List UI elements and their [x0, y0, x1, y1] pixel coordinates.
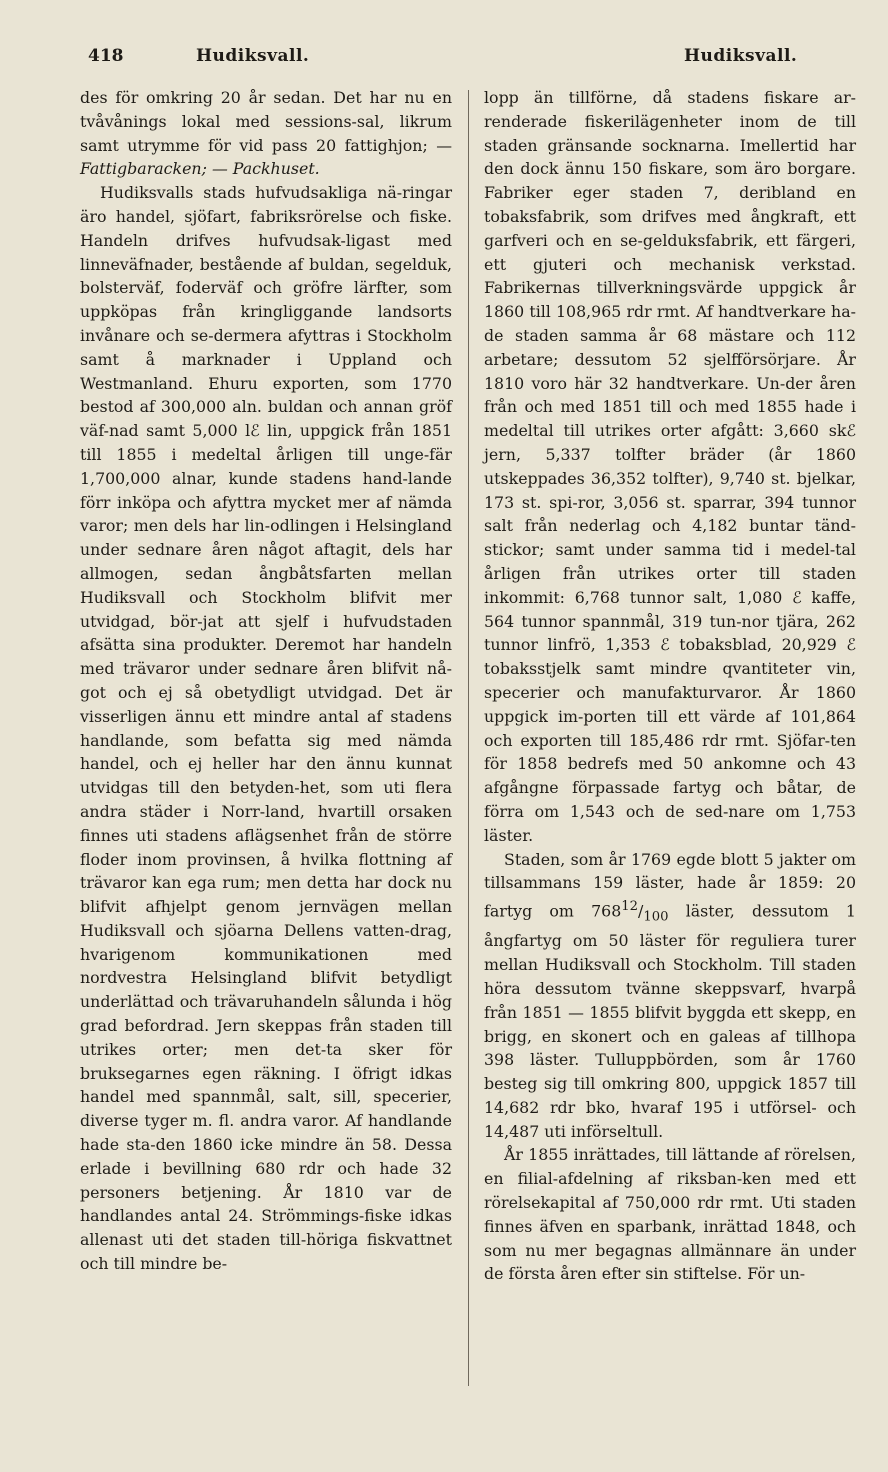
page-number: 418: [88, 46, 124, 66]
left-column: [80, 86, 452, 1276]
paragraph: [80, 86, 452, 181]
paragraph: [484, 848, 856, 1144]
paragraph: År 1855 inrättades, till lättande af rörelsen, en filial-afdelning af riksban-ken med ett rörelsekapital af 750,000 rdr rmt. Uti staden finnes äfven en sparbank, inrättad 1848, och som nu mer begagnas allmännare än under de första åren efter sin stiftelse. För un-: [484, 1145, 856, 1284]
right-column: [484, 86, 856, 1286]
paragraph: lopp än tillförne, då stadens fiskare ar-renderade fiskerilägenheter inom de till staden gränsande socknarna. Imellertid har den dock ännu 150 fiskare, som äro borgare. Fabriker eger staden 7, deribland en tobaksfabrik, som drifves med ångkraft, ett garfveri och en se-gelduksfabrik, ett färgeri, ett gjuteri och mechanisk verkstad. Fabrikernas tillverkningsvärde uppgick år 1860 till 108,965 rdr rmt. Af handtverkare ha-de staden samma år 68 mästare och 112 arbetare; dessutom 52 sjelfförsörjare. År 1810 voro här 32 handtverkare. Un-der åren från och med 1851 till och med 1855 hade i medeltal till utrikes orter afgått: 3,660 skℰ jern, 5,337 tolfter bräder (år 1860 utskeppades 36,352 tolfter), 9,740 st. bjelkar, 173 st. spi-ror, 3,056 st. sparrar, 394 tunnor salt från nederlag och 4,182 buntar tänd-stickor; samt under samma tid i medel-tal årligen från utrikes orter till staden inkommit: 6,768 tunnor salt, 1,080 ℰ kaffe, 564 tunnor spannmål, 319 tun-nor tjära, 262 tunnor linfrö, 1,353 ℰ tobaksblad, 20,929 ℰ tobaksstjelk samt mindre qvantiteter vin, specerier och manufakturvaror. År 1860 uppgick im-porten till ett värde af 101,864 och exporten till 185,486 rdr rmt. Sjöfar-ten för 1858 bedrefs med 50 ankomne och 43 afgångne förpassade fartyg och båtar, de förra om 1,543 och de sed-nare om 1,753 läster.: [484, 88, 856, 845]
fraction-slash: /: [638, 901, 644, 921]
column-divider: [468, 90, 469, 1386]
page-header: [0, 36, 888, 76]
fraction-numerator: 12: [621, 899, 639, 915]
running-head-right: Hudiksvall.: [684, 46, 798, 66]
paragraph: Hudiksvalls stads hufvudsakliga nä-ringar äro handel, sjöfart, fabriksrörelse och fiske. Handeln drifves hufvudsak-ligast med linneväfnader, bestående af buldan, segelduk, bolsterväf, foderväf och gröfre lärfter, som uppköpas från kringliggande landsorts invånare och se-dermera afyttras i Stockholm samt å marknader i Uppland och Westmanland. Ehuru exporten, som 1770 bestod af 300,000 aln. buldan och annan gröf väf-nad samt 5,000 lℰ lin, uppgick från 1851 till 1855 i medeltal årligen till unge-fär 1,700,000 alnar, kunde stadens hand-lande förr inköpa och afyttra mycket mer af nämda varor; men dels har lin-odlingen i Helsingland under sednare åren något aftagit, dels har allmogen, sedan ångbåtsfarten mellan Hudiksvall och Stockholm blifvit mer utvidgad, bör-jat att sjelf i hufvudstaden afsätta sina produkter. Deremot har handeln med trävaror under sednare åren blifvit nå-got och ej så obetydligt utvidgad. Det är visserligen ännu ett mindre antal af stadens handlande, som befatta sig med nämda handel, och ej heller har den ännu kunnat utvidgas till den betyden-het, som uti flera andra städer i Norr-land, hvartill orsaken finnes uti stadens aflägsenhet från de större floder inom provinsen, å hvilka flottning af trävaror kan ega rum; men detta har dock nu blifvit afhjelpt genom jernvägen mellan Hudiksvall och sjöarna Dellens vatten-drag, hvarigenom kommunikationen med nordvestra Helsingland blifvit betydligt underlättad och trävaruhandeln sålunda i hög grad befordrad. Jern skeppas från staden till utrikes orter; men det-ta sker för bruksegarnes egen räkning. I öfrigt idkas handel med spannmål, salt, sill, specerier, diverse tyger m. fl. andra varor. Af handlande hade sta-den 1860 icke mindre än 58. Dessa erlade i bevillning 680 rdr och hade 32 personers betjening. År 1810 var de handlandes antal 24. Strömmings-fiske idkas allenast uti det staden till-höriga fiskvattnet och till mindre be-: [80, 183, 452, 1274]
paragraph-text: des för omkring 20 år sedan. Det har nu en tvåvånings lokal med sessions-sal, likrum samt utrymme för vid pass 20 fattighjon; —: [80, 88, 452, 155]
paragraph-text: läster, dessutom 1 ångfartyg om 50 läster för reguliera turer mellan Hudiksvall och Stockholm. Till staden höra dessutom tvänne skeppsvarf, hvarpå från 1851 — 1855 blifvit byggda ett skepp, en brigg, en skonert och en galeas af tillhopa 398 läster. Tulluppbörden, som år 1760 besteg sig till omkring 800, uppgick 1857 till 14,682 rdr bko, hvaraf 195 i utförsel- och 14,487 uti införseltull.: [484, 901, 856, 1141]
running-head-left: Hudiksvall.: [196, 46, 310, 66]
paragraph-text: Staden, som år 1769 egde blott 5 jakter om tillsammans 159 läster, hade år 1859: 20 fartyg om 768: [484, 849, 856, 921]
fraction-denominator: 100: [643, 909, 669, 925]
italic-text: Fattigbaracken; — Packhuset.: [80, 159, 320, 179]
